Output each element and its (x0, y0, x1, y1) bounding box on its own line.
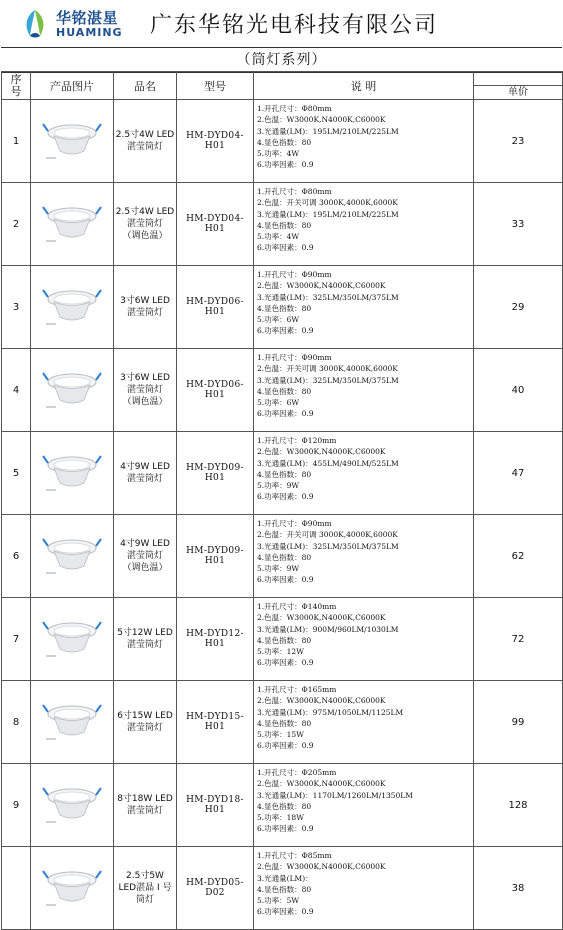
spec-line: 5.功率：9W (257, 564, 300, 574)
spec-line: 2.色温：W3000K,N4000K,C6000K (257, 447, 386, 457)
table-row (2, 349, 563, 432)
cell-desc (254, 100, 474, 183)
spec-line: 5.功率：6W (257, 398, 300, 408)
spec-line: 5.功率：12W (257, 647, 304, 657)
cell-model: HM-DYD06-H01 (177, 266, 254, 349)
cell-model: HM-DYD18-H01 (177, 764, 254, 847)
cell-image (31, 847, 114, 930)
cell-name (114, 432, 177, 515)
spec-line: 1.开孔尺寸：Φ140mm (257, 602, 337, 611)
spec-line: 1.开孔尺寸：Φ90mm (257, 270, 332, 279)
product-name-line: 筒灯 (135, 895, 154, 905)
cell-name (114, 515, 177, 598)
spec-line: 1.开孔尺寸：Φ120mm (257, 436, 337, 445)
cell-desc (254, 847, 474, 930)
cell-seq (2, 847, 31, 930)
spec-line: 6.功率因素：0.9 (257, 326, 314, 336)
cell-image (31, 183, 114, 266)
cell-name (114, 681, 177, 764)
spec-line: 2.色温：W3000K,N4000K,C6000K (257, 115, 386, 125)
cell-price: 29 (474, 266, 563, 349)
spec-line: 3.光通量(LM)：325LM/350LM/375LM (257, 292, 399, 302)
spec-line: 2.色温：W3000K,N4000K,C6000K (257, 862, 386, 872)
spec-line: 3.光通量(LM)： (257, 873, 313, 883)
spec-line: 6.功率因素：0.9 (257, 160, 314, 170)
spec-line: 6.功率因素：0.9 (257, 409, 314, 419)
cell-image (31, 515, 114, 598)
spec-line: 6.功率因素：0.9 (257, 907, 314, 917)
cell-seq: 9 (2, 764, 31, 847)
spec-line: 3.光通量(LM)：325LM/350LM/375LM (257, 541, 399, 551)
page-header (0, 0, 563, 46)
header-seq-label: 序号 (10, 72, 22, 98)
spec-line: 5.功率：5W (257, 896, 300, 906)
product-name-line: （调色温） (122, 397, 168, 407)
cell-image (31, 764, 114, 847)
spec-line: 3.光通量(LM)：455LM/490LM/525LM (257, 458, 399, 468)
cell-seq: 7 (2, 598, 31, 681)
logo-text-cn: 华铭湛星 (56, 9, 119, 27)
cell-model: HM-DYD09-H01 (177, 515, 254, 598)
product-name-line: 4寸9W LED (120, 462, 170, 472)
spec-line: 2.色温：W3000K,N4000K,C6000K (257, 281, 386, 291)
spec-line: 5.功率：9W (257, 481, 300, 491)
cell-model: HM-DYD05-D02 (177, 847, 254, 930)
spec-line: 3.光通量(LM)：1170LM/1260LM/1350LM (257, 790, 413, 800)
cell-price: 99 (474, 681, 563, 764)
spec-line: 6.功率因素：0.9 (257, 741, 314, 751)
header-desc: 说 明 (254, 72, 474, 100)
spec-line: 3.光通量(LM)：195LM/210LM/225LM (257, 126, 399, 136)
cell-name (114, 598, 177, 681)
cell-name (114, 100, 177, 183)
cell-desc (254, 183, 474, 266)
cell-model: HM-DYD12-H01 (177, 598, 254, 681)
spec-line: 2.色温：W3000K,N4000K,C6000K (257, 696, 386, 706)
product-name-line: 5寸12W LED (117, 628, 173, 638)
price-sheet (1, 47, 562, 917)
cell-desc (254, 515, 474, 598)
cell-model: HM-DYD15-H01 (177, 681, 254, 764)
spec-line: 1.开孔尺寸：Φ205mm (257, 768, 337, 777)
cell-seq: 3 (2, 266, 31, 349)
spec-line: 4.显色指数：80 (257, 552, 312, 562)
spec-line: 3.光通量(LM)：975M/1050LM/1125LM (257, 707, 404, 717)
cell-seq: 5 (2, 432, 31, 515)
header-price-label: 单价 (474, 85, 562, 99)
downlight-icon (40, 617, 104, 661)
product-name-line: （调色温） (122, 563, 168, 573)
spec-line: 3.光通量(LM)：900M/960LM/1030LM (257, 624, 399, 634)
downlight-icon (40, 534, 104, 578)
downlight-icon (40, 119, 104, 163)
spec-line: 6.功率因素：0.9 (257, 824, 314, 834)
table-row (2, 515, 563, 598)
spec-line: 4.显色指数：80 (257, 884, 312, 894)
cell-model: HM-DYD04-H01 (177, 183, 254, 266)
cell-price: 23 (474, 100, 563, 183)
product-name-line: （调色温） (122, 231, 168, 241)
spec-line: 1.开孔尺寸：Φ80mm (257, 187, 332, 196)
spec-line: 4.显色指数：80 (257, 386, 312, 396)
table-row (2, 266, 563, 349)
cell-price: 62 (474, 515, 563, 598)
spec-line: 2.色温：开关可调 3000K,4000K,6000K (257, 364, 398, 374)
spec-line: 4.显色指数：80 (257, 469, 312, 479)
spec-line: 1.开孔尺寸：Φ85mm (257, 851, 332, 860)
table-row (2, 432, 563, 515)
product-name-line: 3寸6W LED (120, 296, 170, 306)
cell-seq: 1 (2, 100, 31, 183)
brand-logo (20, 6, 140, 42)
header-price (474, 72, 563, 100)
product-name-line: 湛莹筒灯 (126, 142, 163, 152)
spec-line: 2.色温：开关可调 3000K,4000K,6000K (257, 198, 398, 208)
cell-price: 38 (474, 847, 563, 930)
spec-line: 3.光通量(LM)：195LM/210LM/225LM (257, 209, 399, 219)
table-row (2, 183, 563, 266)
spec-line: 6.功率因素：0.9 (257, 243, 314, 253)
cell-name (114, 349, 177, 432)
series-title: （筒灯系列） (1, 47, 562, 73)
product-name-line: 2.5寸4W LED (115, 207, 175, 217)
header-image: 产品图片 (31, 72, 114, 100)
table-row (2, 100, 563, 183)
spec-line: 1.开孔尺寸：Φ165mm (257, 685, 337, 694)
spec-line: 6.功率因素：0.9 (257, 575, 314, 585)
spec-line: 5.功率：4W (257, 232, 300, 242)
cell-desc (254, 432, 474, 515)
downlight-icon (40, 368, 104, 412)
spec-line: 6.功率因素：0.9 (257, 658, 314, 668)
spec-line: 5.功率：6W (257, 315, 300, 325)
product-name-line: 湛莹筒灯 (126, 308, 163, 318)
spec-line: 1.开孔尺寸：Φ90mm (257, 353, 332, 362)
product-name-line: LED湛晶 I 号 (118, 883, 172, 893)
spec-line: 3.光通量(LM)：325LM/350LM/375LM (257, 375, 399, 385)
product-name-line: 3寸6W LED (120, 373, 170, 383)
downlight-icon (40, 451, 104, 495)
cell-model: HM-DYD04-H01 (177, 100, 254, 183)
logo-leaf-icon (20, 8, 50, 40)
spec-line: 5.功率：18W (257, 813, 304, 823)
header-model: 型号 (177, 72, 254, 100)
spec-line: 1.开孔尺寸：Φ90mm (257, 519, 332, 528)
product-name-line: 湛莹筒灯 (126, 723, 163, 733)
cell-price: 47 (474, 432, 563, 515)
cell-seq: 4 (2, 349, 31, 432)
cell-name (114, 266, 177, 349)
product-name-line: 8寸18W LED (117, 794, 173, 804)
product-name-line: 6寸15W LED (117, 711, 173, 721)
cell-image (31, 266, 114, 349)
downlight-icon (40, 202, 104, 246)
downlight-icon (40, 783, 104, 827)
cell-image (31, 100, 114, 183)
cell-desc (254, 764, 474, 847)
spec-line: 2.色温：开关可调 3000K,4000K,6000K (257, 530, 398, 540)
cell-price: 128 (474, 764, 563, 847)
cell-model: HM-DYD09-H01 (177, 432, 254, 515)
cell-desc (254, 349, 474, 432)
spec-line: 1.开孔尺寸：Φ80mm (257, 104, 332, 113)
cell-image (31, 432, 114, 515)
cell-image (31, 598, 114, 681)
spec-line: 4.显色指数：80 (257, 801, 312, 811)
table-row (2, 847, 563, 930)
spec-line: 2.色温：W3000K,N4000K,C6000K (257, 613, 386, 623)
product-name-line: 2.5寸4W LED (115, 130, 175, 140)
logo-text-en: HUAMING (56, 26, 123, 39)
spec-line: 4.显色指数：80 (257, 220, 312, 230)
spec-line: 4.显色指数：80 (257, 303, 312, 313)
product-name-line: 湛莹筒灯 (126, 219, 163, 229)
spec-line: 4.显色指数：80 (257, 635, 312, 645)
company-name: 广东华铭光电科技有限公司 (150, 13, 439, 38)
cell-seq: 6 (2, 515, 31, 598)
spec-line: 6.功率因素：0.9 (257, 492, 314, 502)
cell-desc (254, 681, 474, 764)
cell-seq: 2 (2, 183, 31, 266)
spec-line: 5.功率：15W (257, 730, 304, 740)
cell-name (114, 183, 177, 266)
cell-seq: 8 (2, 681, 31, 764)
downlight-icon (40, 866, 104, 910)
product-name-line: 2.5寸5W (126, 871, 164, 881)
product-table (1, 71, 563, 930)
product-name-line: 湛莹筒灯 (126, 474, 163, 484)
cell-model: HM-DYD06-H01 (177, 349, 254, 432)
table-row (2, 681, 563, 764)
product-name-line: 湛莹筒灯 (126, 640, 163, 650)
cell-price: 72 (474, 598, 563, 681)
downlight-icon (40, 285, 104, 329)
header-seq (2, 72, 31, 100)
header-name: 品名 (114, 72, 177, 100)
product-name-line: 湛莹筒灯 (126, 551, 163, 561)
spec-line: 2.色温：W3000K,N4000K,C6000K (257, 779, 386, 789)
cell-image (31, 681, 114, 764)
product-name-line: 4寸9W LED (120, 539, 170, 549)
cell-desc (254, 598, 474, 681)
table-row (2, 598, 563, 681)
spec-line: 5.功率：4W (257, 149, 300, 159)
table-row (2, 764, 563, 847)
cell-desc (254, 266, 474, 349)
cell-name (114, 847, 177, 930)
cell-image (31, 349, 114, 432)
spec-line: 4.显色指数：80 (257, 718, 312, 728)
table-header-row (2, 72, 563, 100)
spec-line: 4.显色指数：80 (257, 137, 312, 147)
cell-price: 40 (474, 349, 563, 432)
cell-price: 33 (474, 183, 563, 266)
cell-name (114, 764, 177, 847)
downlight-icon (40, 700, 104, 744)
product-name-line: 湛莹筒灯 (126, 385, 163, 395)
product-name-line: 湛莹筒灯 (126, 806, 163, 816)
